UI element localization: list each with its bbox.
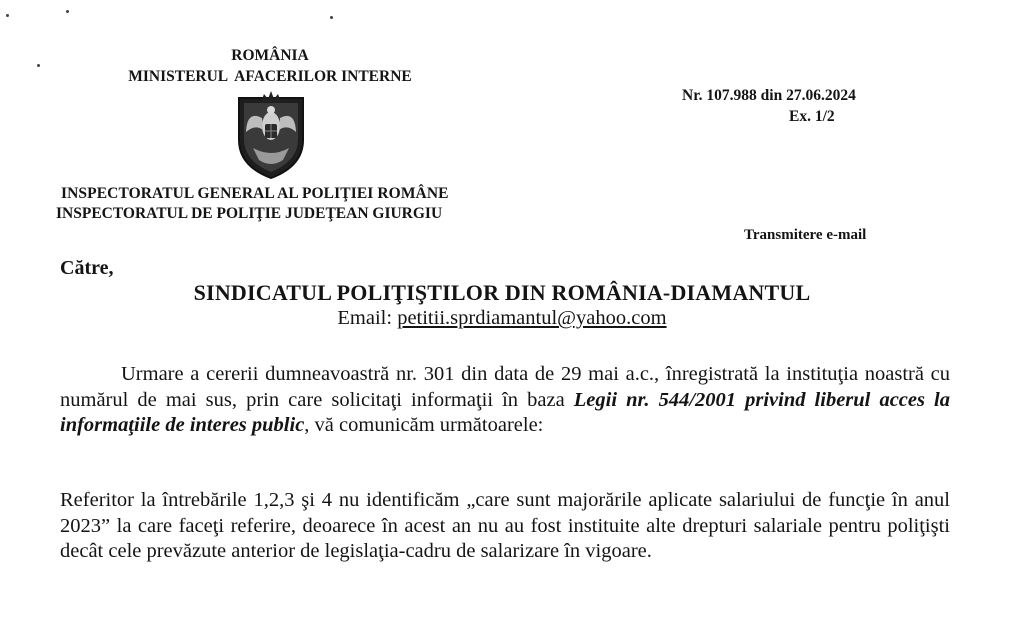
body-paragraph-2: Referitor la întrebările 1,2,3 şi 4 nu identificăm „care sunt majorările aplicate salariului de funcţie în anul 2023” la care faceţi referire, deoarece în acest an nu au fost instituite alte drepturi salariale pentru poliţişti decât cele prevăzute anterior de legislaţia-cadru de salarizare în vigoare. xyxy=(60,489,950,563)
scan-speck xyxy=(330,16,333,19)
copy-number: Ex. 1/2 xyxy=(789,108,835,125)
scan-speck xyxy=(37,64,40,67)
p1-text-a: Urmare a cererii dumneavoastră nr. 301 din data de 29 mai a.c., înregistrată la instituţia noastră cu numărul de mai sus, prin care solicitaţi informaţii în baza xyxy=(60,363,950,411)
transmission-method: Transmitere e-mail xyxy=(744,227,867,243)
scan-speck xyxy=(6,14,9,17)
header-country: ROMÂNIA xyxy=(231,47,309,64)
header-ministry: MINISTERUL AFACERILOR INTERNE xyxy=(128,68,412,85)
registration-number: Nr. 107.988 din 27.06.2024 xyxy=(682,87,856,104)
recipient-name: SINDICATUL POLIŢIŞTILOR DIN ROMÂNIA-DIAMANTUL xyxy=(193,280,811,305)
coat-of-arms-icon xyxy=(231,88,311,180)
inspectorate-general: INSPECTORATUL GENERAL AL POLIŢIEI ROMÂNE xyxy=(61,185,449,202)
inspectorate-county: INSPECTORATUL DE POLIŢIE JUDEŢEAN GIURGIU xyxy=(56,205,443,222)
recipient-email-line xyxy=(0,307,1004,330)
p1-text-b: , vă comunicăm următoarele: xyxy=(304,414,544,437)
law-reference: Legii nr. 544/2001 privind liberul acces la informaţiile de interes public xyxy=(60,388,951,437)
email-link[interactable]: petitii.sprdiamantul@yahoo.com xyxy=(397,307,667,329)
scan-speck xyxy=(66,10,69,13)
body-paragraph-1 xyxy=(60,362,950,439)
to-label: Către, xyxy=(60,257,114,279)
email-label: Email: xyxy=(337,307,398,329)
